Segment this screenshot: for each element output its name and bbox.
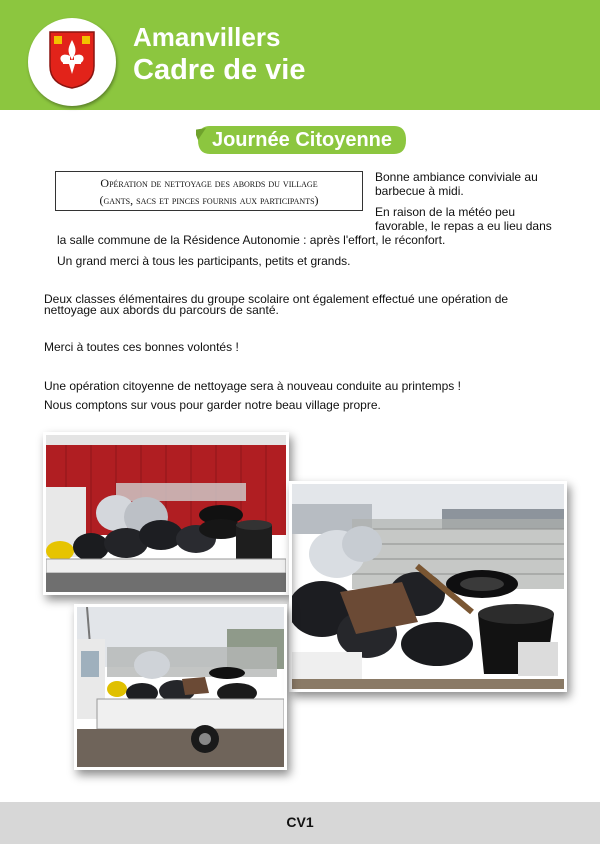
photo-truck-bed-closeup	[289, 481, 567, 692]
classes-line-2: nettoyage aux abords du parcours de santé.	[44, 303, 279, 317]
ambiance-line-1: Bonne ambiance conviviale au	[375, 170, 538, 184]
meteo-line-1: En raison de la météo peu	[375, 205, 516, 219]
photo-truck-red-building	[43, 432, 289, 595]
classes-line-1: Deux classes élémentaires du groupe scolaire ont également effectué une opération de	[44, 292, 509, 306]
operation-note-line2: (gants, sacs et pinces fournis aux participants)	[99, 193, 319, 207]
ambiance-line-2: barbecue à midi.	[375, 184, 464, 198]
coat-of-arms-icon	[48, 30, 96, 90]
meteo-line-3: la salle commune de la Résidence Autonomie : après l'effort, le réconfort.	[57, 233, 446, 247]
town-logo	[28, 18, 116, 106]
town-name: Amanvillers	[133, 22, 281, 52]
operation-note-line1: Opération de nettoyage des abords du village	[100, 176, 318, 190]
thanks-all-line: Un grand merci à tous les participants, petits et grands.	[57, 254, 351, 268]
goodwill-line: Merci à toutes ces bonnes volontés !	[44, 340, 239, 354]
page-label: CV1	[286, 814, 314, 830]
spring-line-2: Nous comptons sur vous pour garder notre beau village propre.	[44, 398, 381, 412]
photo-truck-side	[74, 604, 287, 770]
section-name: Cadre de vie	[133, 54, 306, 86]
article-heading: Journée Citoyenne	[211, 129, 393, 151]
spring-line-1: Une opération citoyenne de nettoyage sera à nouveau conduite au printemps !	[44, 379, 461, 393]
meteo-line-2: favorable, le repas a eu lieu dans	[375, 219, 552, 233]
operation-note	[55, 171, 363, 211]
